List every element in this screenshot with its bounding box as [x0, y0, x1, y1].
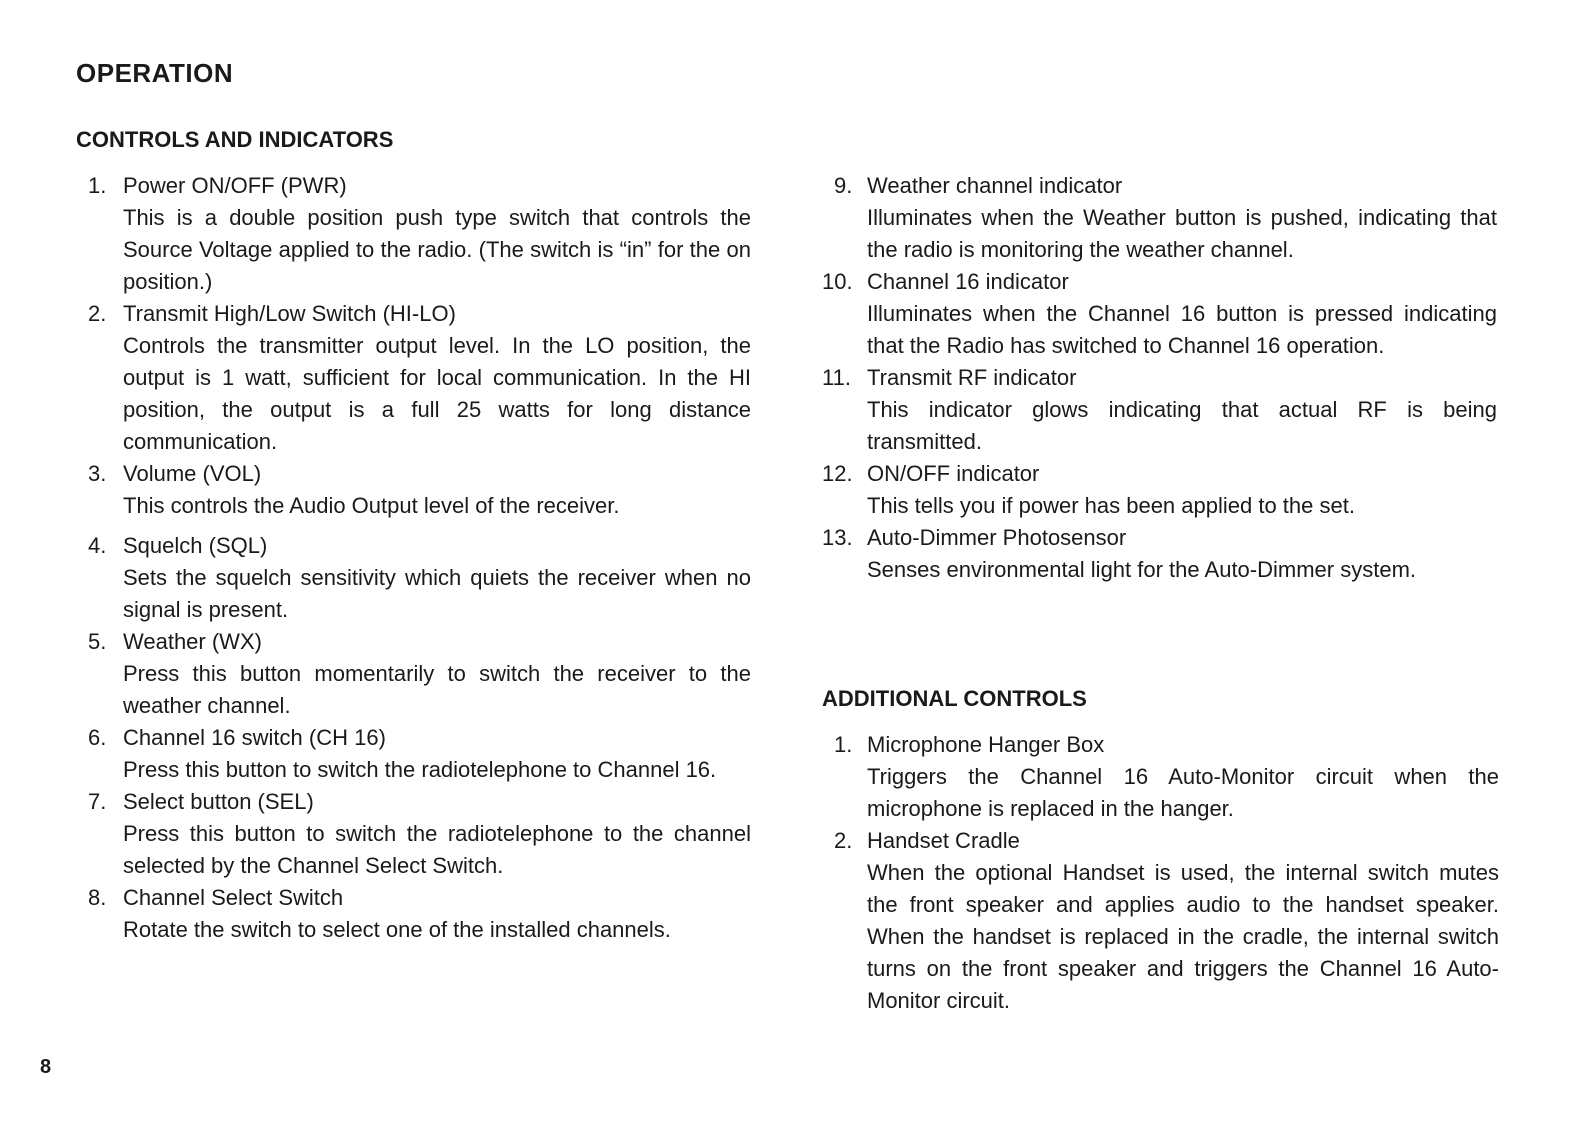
- item-label: Auto-Dimmer Photosensor: [867, 525, 1127, 550]
- item-label: Transmit RF indicator: [867, 365, 1077, 390]
- item-number: 7.: [88, 789, 107, 814]
- item-label: Handset Cradle: [867, 828, 1020, 853]
- list-item: [822, 458, 1497, 522]
- item-number: 13.: [822, 525, 853, 550]
- list-item: [76, 298, 751, 458]
- item-label: Weather (WX): [123, 629, 262, 654]
- item-number: 2.: [834, 828, 853, 853]
- list-item: [822, 266, 1497, 362]
- item-description: This controls the Audio Output level of the receiver.: [123, 493, 620, 518]
- item-number: 1.: [88, 173, 107, 198]
- item-number: 5.: [88, 629, 107, 654]
- item-label: Volume (VOL): [123, 461, 262, 486]
- item-description: Senses environmental light for the Auto-Dimmer system.: [867, 557, 1417, 582]
- controls-and-indicators-heading: CONTROLS AND INDICATORS: [76, 127, 394, 152]
- item-description: Sets the squelch sensitivity which quiets the receiver when no signal is present.: [123, 565, 751, 622]
- list-item: [822, 522, 1497, 586]
- list-item: [76, 170, 751, 298]
- item-number: 8.: [88, 885, 107, 910]
- item-label: Squelch (SQL): [123, 533, 268, 558]
- list-item: [76, 882, 751, 946]
- item-description: Press this button to switch the radiotelephone to the channel selected by the Channel Select Switch.: [123, 821, 751, 878]
- item-number: 1.: [834, 732, 853, 757]
- item-label: ON/OFF indicator: [867, 461, 1040, 486]
- controls-list-right: [822, 170, 1497, 586]
- item-description: This is a double position push type switch that controls the Source Voltage applied to the radio. (The switch is “in” for the on position.): [123, 205, 751, 294]
- item-label: Power ON/OFF (PWR): [123, 173, 347, 198]
- page-number: 8: [40, 1056, 52, 1078]
- list-item: [822, 362, 1497, 458]
- item-description: Illuminates when the Weather button is pushed, indicating that the radio is monitoring the weather channel.: [867, 205, 1497, 262]
- controls-list-left: [76, 170, 751, 946]
- item-number: 2.: [88, 301, 107, 326]
- list-item: [76, 722, 751, 786]
- item-description: This indicator glows indicating that actual RF is being transmitted.: [867, 397, 1497, 454]
- list-item: [76, 530, 751, 626]
- item-number: 3.: [88, 461, 107, 486]
- item-description: This tells you if power has been applied to the set.: [867, 493, 1355, 518]
- list-item: [822, 825, 1499, 1017]
- item-description: Rotate the switch to select one of the installed channels.: [123, 917, 671, 942]
- item-description: Illuminates when the Channel 16 button is pressed indicating that the Radio has switched to Channel 16 operation.: [867, 301, 1497, 358]
- item-description: Press this button to switch the radiotelephone to Channel 16.: [123, 757, 717, 782]
- item-number: 6.: [88, 725, 107, 750]
- item-description: Triggers the Channel 16 Auto-Monitor circuit when the microphone is replaced in the hanger.: [867, 764, 1499, 821]
- list-item: [76, 786, 751, 882]
- item-description: Controls the transmitter output level. In the LO position, the output is 1 watt, sufficient for local communication. In the HI position, the output is a full 25 watts for long distance communication.: [123, 333, 751, 454]
- list-item: [822, 170, 1497, 266]
- item-number: 4.: [88, 533, 107, 558]
- additional-controls-heading: ADDITIONAL CONTROLS: [822, 686, 1087, 711]
- item-label: Channel 16 indicator: [867, 269, 1069, 294]
- list-item: [822, 729, 1499, 825]
- additional-controls-list: [822, 729, 1499, 1017]
- item-description: When the optional Handset is used, the internal switch mutes the front speaker and applies audio to the handset speaker. When the handset is replaced in the cradle, the internal switch turns on the front speaker and triggers the Channel 16 Auto-Monitor circuit.: [867, 860, 1499, 1013]
- item-number: 10.: [822, 269, 853, 294]
- item-description: Press this button momentarily to switch the receiver to the weather channel.: [123, 661, 751, 718]
- item-label: Select button (SEL): [123, 789, 314, 814]
- list-item: [76, 626, 751, 722]
- item-label: Weather channel indicator: [867, 173, 1123, 198]
- item-label: Microphone Hanger Box: [867, 732, 1105, 757]
- item-number: 11.: [822, 365, 851, 390]
- list-item: [76, 458, 751, 522]
- item-label: Transmit High/Low Switch (HI-LO): [123, 301, 456, 326]
- item-number: 9.: [834, 173, 853, 198]
- item-number: 12.: [822, 461, 853, 486]
- item-label: Channel 16 switch (CH 16): [123, 725, 386, 750]
- item-label: Channel Select Switch: [123, 885, 344, 910]
- page-title: OPERATION: [76, 58, 234, 88]
